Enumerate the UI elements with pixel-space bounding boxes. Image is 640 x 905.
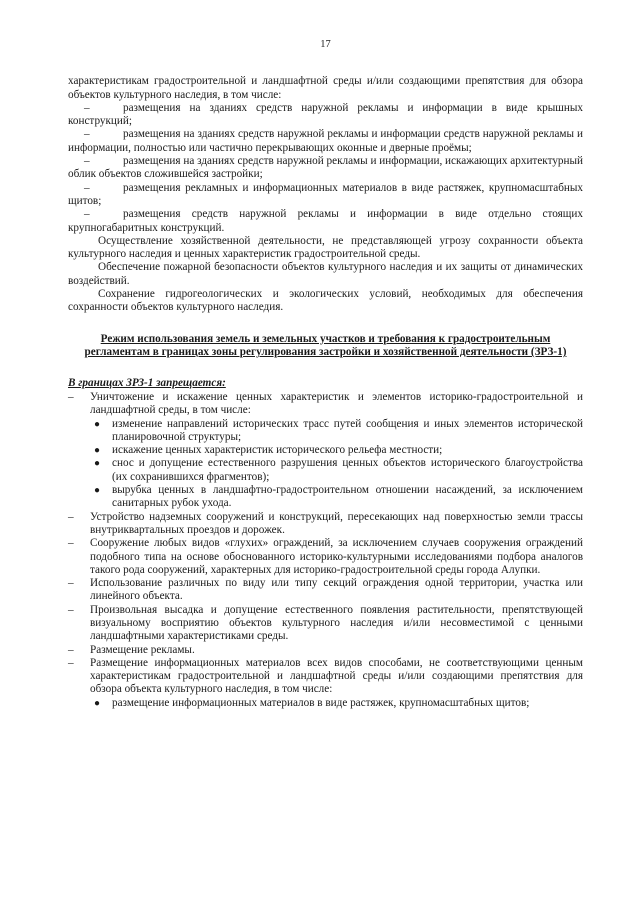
prohibition-item: – Уничтожение и искажение ценных характеристик и элементов историко-градостроительной и ландшафтной среды, в том числе: xyxy=(68,390,583,417)
dash-marker: – xyxy=(84,101,90,114)
bullet-item: ● вырубка ценных в ландшафтно-градостроительном отношении насаждений, за исключением санитарных рубок ухода. xyxy=(94,484,583,510)
intro-dash-item: – размещения на зданиях средств наружной рекламы и информации, искажающих архитектурный облик объектов сложившейся застройки; xyxy=(68,155,583,181)
intro-paragraph: Обеспечение пожарной безопасности объектов культурного наследия и их защиты от динамических воздействий. xyxy=(68,261,583,287)
section-subheading: В границах ЗРЗ-1 запрещается: xyxy=(68,376,226,389)
intro-dash-list xyxy=(68,102,583,235)
intro-dash-item: – размещения рекламных и информационных материалов в виде растяжек, крупномасштабных щитов; xyxy=(68,181,583,207)
section-heading: Режим использования земель и земельных участков и требования к градостроительным регламентам в границах зоны регулирования застройки и хозяйственной деятельности (ЗРЗ-1) xyxy=(84,332,567,359)
dash-marker: – xyxy=(84,128,90,141)
bullet-marker: ● xyxy=(94,485,101,497)
bullet-item: ● искажение ценных характеристик исторического рельефа местности; xyxy=(94,444,443,457)
dash-marker: – xyxy=(68,643,74,656)
dash-marker: – xyxy=(68,390,74,403)
bullet-item: ● изменение направлений исторических трасс путей сообщения и иных элементов исторической планировочной структуры; xyxy=(94,417,583,443)
bullet-marker: ● xyxy=(94,458,101,470)
prohibition-item: – Сооружение любых видов «глухих» ограждений, за исключением случаев сооружения ограждений подобного типа на основе обоснованного историко-культурными исследованиями подбора аналогов такого рода сооружений, характерных для историко-градостроительной среды города Алупки. xyxy=(68,537,583,576)
dash-marker: – xyxy=(68,537,74,550)
bullet-item: ● размещение информационных материалов в виде растяжек, крупномасштабных щитов; xyxy=(94,696,530,709)
dash-marker: – xyxy=(68,510,74,523)
dash-marker: – xyxy=(68,656,74,669)
prohibition-item: – Размещение рекламы. xyxy=(68,643,195,656)
intro-paragraph: Осуществление хозяйственной деятельности, не представляющей угрозу сохранности объекта культурного наследия и ценных характеристик градостроительной среды. xyxy=(68,234,583,261)
intro-dash-item: – размещения средств наружной рекламы и информации в виде отдельно стоящих крупногабаритных конструкций. xyxy=(68,208,583,234)
bullet-marker: ● xyxy=(94,418,101,430)
dash-marker: – xyxy=(68,603,74,616)
bullet-marker: ● xyxy=(94,697,101,709)
dash-marker: – xyxy=(68,577,74,590)
prohibition-item: – Использование различных по виду или типу секций ограждения одной территории, участка или линейного объекта. xyxy=(68,577,583,603)
dash-marker: – xyxy=(84,155,90,168)
intro-dash-item: – размещения на зданиях средств наружной рекламы и информации в виде крышных конструкций; xyxy=(68,101,583,128)
page-number: 17 xyxy=(320,39,331,50)
intro-paragraph: Сохранение гидрогеологических и экологических условий, необходимых для обеспечения сохранности объектов культурного наследия. xyxy=(68,288,583,314)
bullet-item: ● снос и допущение естественного разрушения ценных объектов исторического благоустройства (их сохранившихся фрагментов); xyxy=(94,457,583,483)
prohibition-list xyxy=(68,391,583,710)
prohibition-item: – Размещение информационных материалов всех видов способами, не соответствующими ценным характеристикам градостроительной и ландшафтной среды и/или создающими препятствия для обзора объекта культурного наследия, в том числе: xyxy=(68,656,583,696)
prohibition-item: – Произвольная высадка и допущение естественного появления растительности, препятствующей визуальному восприятию объектов культурного наследия и/или несовместимой с ценными ландшафтными характеристиками среды. xyxy=(68,603,583,643)
intro-continuation: характеристикам градостроительной и ландшафтной среды и/или создающими препятствия для обзора объектов культурного наследия, в том числе: xyxy=(68,75,583,101)
dash-marker: – xyxy=(84,208,90,221)
intro-dash-item: – размещения на зданиях средств наружной рекламы и информации средств наружной рекламы и информации, полностью или частично перекрывающих оконные и дверные проёмы; xyxy=(68,128,583,154)
bullet-marker: ● xyxy=(94,445,101,457)
dash-marker: – xyxy=(84,181,90,194)
prohibition-item: – Устройство надземных сооружений и конструкций, пересекающих над поверхностью земли трассы внутриквартальных проездов и дорожек. xyxy=(68,510,583,536)
